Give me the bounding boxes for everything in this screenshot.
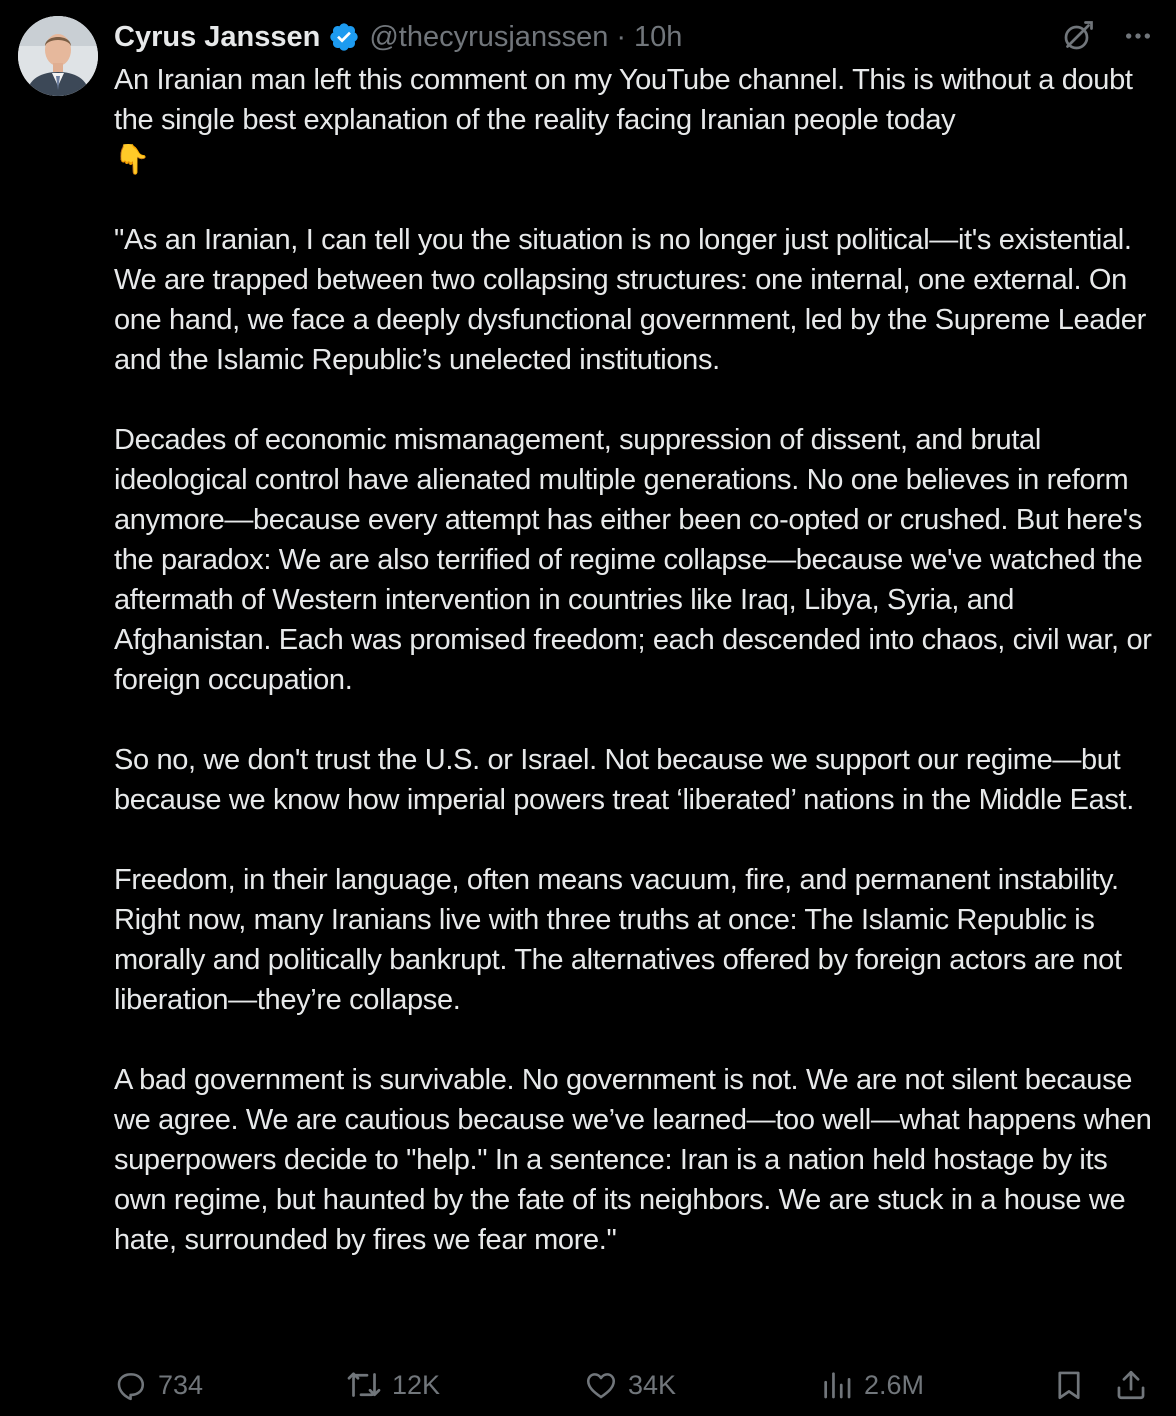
post-intro: [114, 60, 1164, 180]
post-intro-text: An Iranian man left this comment on my YouTube channel. This is without a doubt the single best explanation of the reality facing Iranian people today: [114, 64, 1133, 136]
post-paragraph: A bad government is survivable. No government is not. We are not silent because we agree. We are cautious because we’ve learned—too well—what happens when superpowers decide to "help." In a sentence: Iran is a nation held hostage by its own regime, but haunted by the fate of its neighbors. We are stuck in a house we hate, surrounded by fires we fear more.": [114, 1064, 1152, 1256]
pointing-down-emoji: 👇: [114, 144, 150, 176]
bookmark-icon: [1052, 1367, 1086, 1403]
repost-icon: [346, 1367, 382, 1403]
author-handle[interactable]: @thecyrusjanssen: [369, 20, 609, 53]
post-paragraph: So no, we don't trust the U.S. or Israel. Not because we support our regime—but because we know how imperial powers treat ‘liberated’ nations in the Middle East.: [114, 744, 1134, 816]
post-header: [114, 14, 682, 60]
share-icon: [1114, 1367, 1148, 1403]
reply-icon: [114, 1368, 148, 1402]
views-icon: [820, 1368, 854, 1402]
like-icon: [584, 1368, 618, 1402]
post-body: [114, 60, 1164, 1260]
repost-button[interactable]: [346, 1360, 440, 1410]
avatar[interactable]: [18, 16, 98, 96]
author-display-name[interactable]: Cyrus Janssen: [114, 20, 321, 53]
post-paragraph: "As an Iranian, I can tell you the situation is no longer just political—it's existential. We are trapped between two collapsing structures: one internal, one external. On one hand, we face a deeply dysfunctional government, led by the Supreme Leader and the Islamic Republic’s unelected institutions.: [114, 224, 1146, 376]
reply-button[interactable]: [114, 1360, 203, 1410]
post-timestamp[interactable]: 10h: [634, 20, 683, 53]
separator-dot: ·: [616, 20, 626, 53]
more-options-icon[interactable]: [1122, 20, 1154, 52]
repost-count: 12K: [392, 1369, 441, 1400]
share-button[interactable]: [1114, 1360, 1158, 1410]
views-button[interactable]: [820, 1360, 924, 1410]
like-button[interactable]: [584, 1360, 676, 1410]
like-count: 34K: [628, 1369, 677, 1400]
post-paragraph: Freedom, in their language, often means vacuum, fire, and permanent instability. Right now, many Iranians live with three truths at once: The Islamic Republic is morally and politically bankrupt. The alternatives offered by foreign actors are not liberation—they’re collapse.: [114, 864, 1122, 1016]
post-actions: [114, 1360, 1154, 1410]
grok-icon[interactable]: [1060, 18, 1096, 54]
bookmark-button[interactable]: [1052, 1360, 1096, 1410]
verified-badge-icon: [328, 21, 360, 53]
views-count: 2.6M: [864, 1369, 925, 1400]
top-actions: [1060, 18, 1154, 54]
reply-count: 734: [158, 1369, 204, 1400]
post-paragraph: Decades of economic mismanagement, suppression of dissent, and brutal ideological control have alienated multiple generations. No one believes in reform anymore—because every attempt has either been co-opted or crushed. But here's the paradox: We are also terrified of regime collapse—because we've watched the aftermath of Western intervention in countries like Iraq, Libya, Syria, and Afghanistan. Each was promised freedom; each descended into chaos, civil war, or foreign occupation.: [114, 424, 1152, 696]
